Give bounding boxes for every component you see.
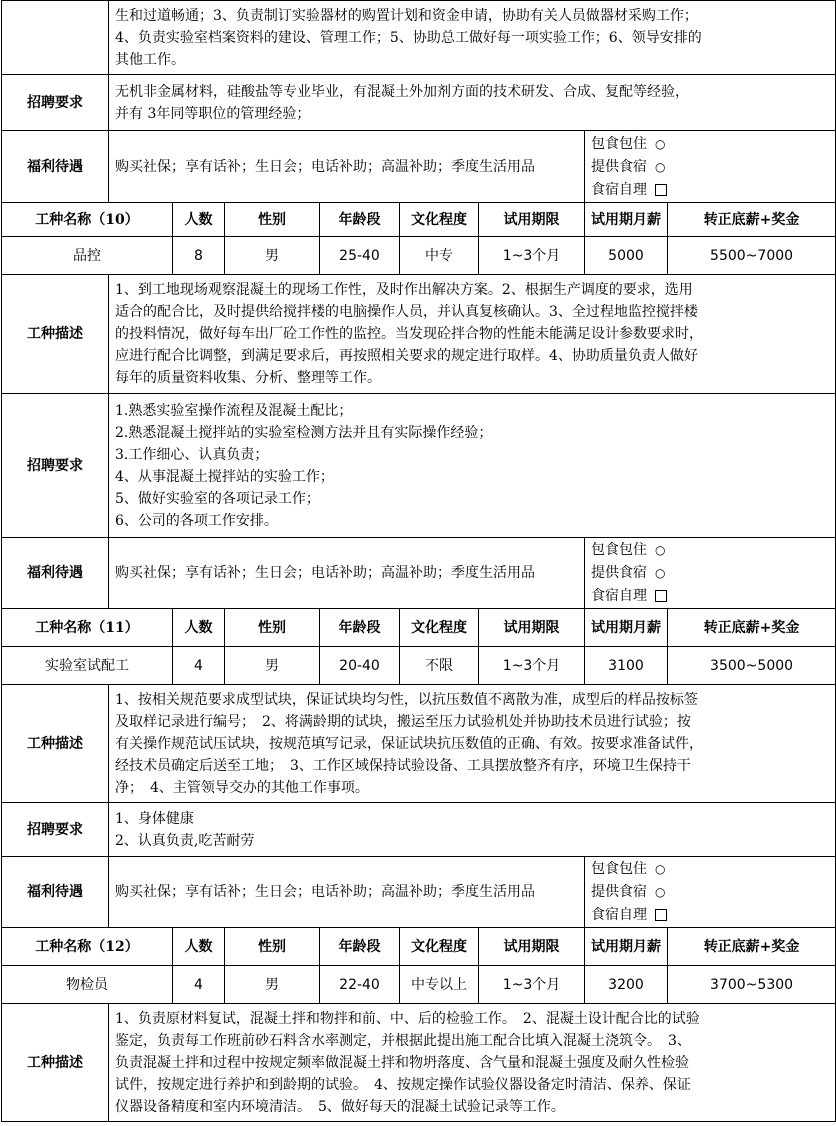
job-header-row: [2, 609, 836, 647]
option-label: 提供食宿: [591, 884, 647, 900]
benefit-text: 购买社保；享有话补；生日会；电话补助；高温补助；季度生活用品: [109, 538, 585, 609]
job-education: 中专: [400, 237, 479, 275]
job-recruit-text: 1、身体健康 2、认真负责,吃苦耐劳: [109, 803, 836, 857]
job-trial: 1~3个月: [479, 966, 585, 1004]
job-title: 工种名称（10）: [2, 203, 173, 237]
prev-benefit-row: [2, 131, 836, 203]
desc-label: 工种描述: [2, 1004, 109, 1122]
job-count: 4: [173, 647, 225, 685]
job-education: 不限: [400, 647, 479, 685]
desc-label: 工种描述: [2, 275, 109, 394]
header-age: 年龄段: [320, 609, 400, 647]
accommodation-options: [585, 857, 836, 928]
benefit-label: 福利待遇: [2, 538, 109, 609]
checkbox-icon: [655, 184, 667, 196]
job-name: 实验室试配工: [2, 647, 173, 685]
job-name: 品控: [2, 237, 173, 275]
header-formal-salary: 转正底薪+奖金: [668, 203, 836, 237]
header-education: 文化程度: [400, 928, 479, 966]
header-education: 文化程度: [400, 609, 479, 647]
job-recruit-row: [2, 803, 836, 857]
header-gender: 性别: [225, 928, 320, 966]
header-count: 人数: [173, 609, 225, 647]
job-header-row: [2, 203, 836, 237]
option-label: 包食包住: [591, 861, 647, 877]
header-formal-salary: 转正底薪+奖金: [668, 928, 836, 966]
header-trial: 试用期限: [479, 203, 585, 237]
job-trial-salary: 3100: [585, 647, 668, 685]
job-gender: 男: [225, 647, 320, 685]
benefit-text: 购买社保；享有话补；生日会；电话补助；高温补助；季度生活用品: [109, 857, 585, 928]
prev-recruit-row: [2, 75, 836, 131]
job-count: 8: [173, 237, 225, 275]
header-trial-salary: 试用期月薪: [585, 928, 668, 966]
job-header-row: [2, 928, 836, 966]
recruit-label: 招聘要求: [2, 803, 109, 857]
circle-icon: ○: [655, 159, 666, 174]
option-label: 包食包住: [591, 542, 647, 558]
job-title: 工种名称（12）: [2, 928, 173, 966]
job-formal-salary: 3500~5000: [668, 647, 836, 685]
benefit-label: 福利待遇: [2, 131, 109, 203]
job-trial-salary: 5000: [585, 237, 668, 275]
job-desc-text: 1、按相关规范要求成型试块，保证试块均匀性，以抗压数值不离散为准，成型后的样品按标签 及取样记录进行编号； 2、将满龄期的试块，搬运至压力试验机处并协助技术员进行试验；按 有关操作规范试压试块，按规范填写记录，保证试块抗压数值的正确、有效。按要求准备试件， 经技术员确定后送至工地； 3、工作区域保持试验设备、工具摆放整齐有序，环境卫生保持干 净； 4、主管领导交办的其他工作事项。: [109, 685, 836, 803]
option-label: 提供食宿: [591, 158, 647, 175]
recruit-label: 招聘要求: [2, 75, 109, 131]
benefit-text: 购买社保；享有话补；生日会；电话补助；高温补助；季度生活用品: [109, 131, 585, 203]
job-trial: 1~3个月: [479, 237, 585, 275]
header-education: 文化程度: [400, 203, 479, 237]
job-age: 25-40: [320, 237, 400, 275]
job-recruit-text: 1.熟悉实验室操作流程及混凝土配比； 2.熟悉混凝土搅拌站的实验室检测方法并且有实际操作经验； 3.工作细心、认真负责； 4、从事混凝土搅拌站的实验工作； 5、做好实验室的各项记录工作； 6、公司的各项工作安排。: [109, 394, 836, 538]
job-values-row: [2, 647, 836, 685]
header-gender: 性别: [225, 203, 320, 237]
header-age: 年龄段: [320, 203, 400, 237]
job-gender: 男: [225, 237, 320, 275]
option-label: 食宿自理: [591, 181, 647, 198]
circle-icon: ○: [655, 566, 666, 580]
benefit-label: 福利待遇: [2, 857, 109, 928]
circle-icon: ○: [655, 136, 666, 151]
job-gender: 男: [225, 966, 320, 1004]
job-desc-row: [2, 275, 836, 394]
job-trial-salary: 3200: [585, 966, 668, 1004]
job-education: 中专以上: [400, 966, 479, 1004]
job-title: 工种名称（11）: [2, 609, 173, 647]
checkbox-icon: [655, 590, 667, 602]
header-count: 人数: [173, 203, 225, 237]
desc-label: 工种描述: [2, 685, 109, 803]
job-values-row: [2, 237, 836, 275]
job-count: 4: [173, 966, 225, 1004]
job-desc-text: 1、到工地现场观察混凝土的现场工作性，及时作出解决方案。2、根据生产调度的要求，选用 适合的配合比，及时提供给搅拌楼的电脑操作人员，并认真复核确认。3、全过程地监控搅拌楼 的投料情况，做好每车出厂砼工作性的监控。当发现砼拌合物的性能未能满足设计参数要求时， 应进行配合比调整，到满足要求后，再按照相关要求的规定进行取样。4、协助质量负责人做好 每年的质量资料收集、分析、整理等工作。: [109, 275, 836, 394]
option-label: 提供食宿: [591, 565, 647, 581]
accommodation-options: [585, 538, 836, 609]
job-age: 20-40: [320, 647, 400, 685]
job-desc-text: 1、负责原材料复试，混凝土拌和物拌和前、中、后的检验工作。 2、混凝土设计配合比的试验 鉴定，负责每工作班前砂石料含水率测定，并根据此提出施工配合比填入混凝土浇筑令。 3、 负责混凝土拌和过程中按规定频率做混凝土拌和物坍落度、含气量和混凝土强度及耐久性检验 试件，按规定进行养护和到龄期的试验。 4、按规定操作试验仪器设备定时清洁、保养、保证 仪器设备精度和室内环境清洁。 5、做好每天的混凝土试验记录等工作。: [109, 1004, 836, 1122]
accommodation-options: [585, 131, 836, 203]
header-trial: 试用期限: [479, 928, 585, 966]
job-age: 22-40: [320, 966, 400, 1004]
header-trial-salary: 试用期月薪: [585, 203, 668, 237]
job-desc-row: [2, 1004, 836, 1122]
option-label: 包食包住: [591, 135, 647, 152]
job-trial: 1~3个月: [479, 647, 585, 685]
header-trial-salary: 试用期月薪: [585, 609, 668, 647]
recruit-label: 招聘要求: [2, 394, 109, 538]
prev-desc-row: [2, 1, 836, 75]
header-gender: 性别: [225, 609, 320, 647]
option-label: 食宿自理: [591, 588, 647, 604]
job-benefit-row: [2, 538, 836, 609]
job-desc-row: [2, 685, 836, 803]
job-name: 物检员: [2, 966, 173, 1004]
job-benefit-row: [2, 857, 836, 928]
job-formal-salary: 3700~5300: [668, 966, 836, 1004]
header-formal-salary: 转正底薪+奖金: [668, 609, 836, 647]
checkbox-icon: [655, 909, 667, 921]
job-recruit-row: [2, 394, 836, 538]
job-table: [1, 0, 836, 1122]
circle-icon: ○: [655, 543, 666, 557]
circle-icon: ○: [655, 885, 666, 899]
option-label: 食宿自理: [591, 907, 647, 923]
header-count: 人数: [173, 928, 225, 966]
prev-recruit-text: 无机非金属材料，硅酸盐等专业毕业，有混凝土外加剂方面的技术研发、合成、复配等经验， 并有 3年同等职位的管理经验；: [109, 75, 836, 131]
job-formal-salary: 5500~7000: [668, 237, 836, 275]
job-values-row: [2, 966, 836, 1004]
header-age: 年龄段: [320, 928, 400, 966]
circle-icon: ○: [655, 862, 666, 876]
header-trial: 试用期限: [479, 609, 585, 647]
prev-desc-text: 生和过道畅通；3、负责制订实验器材的购置计划和资金申请，协助有关人员做器材采购工作； 4、负责实验室档案资料的建设、管理工作；5、协助总工做好每一项实验工作；6、领导安排的 其他工作。: [109, 1, 836, 75]
